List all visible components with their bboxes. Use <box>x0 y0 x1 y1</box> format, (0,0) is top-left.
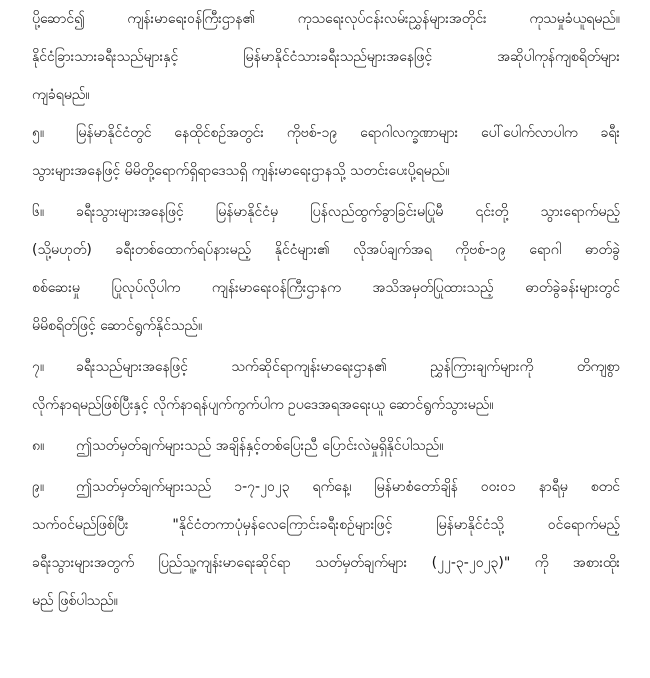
item-text: ဤသတ်မှတ်ချက်များသည် ၁-၇-၂၀၂၃ ရက်နေ့၊ မြန်မာစံတော်ချိန် ၀၀း၀၁ နာရီမှ စတင် <box>76 479 620 495</box>
item-text: ခရီးသွားများအနေဖြင့် မြန်မာနိုင်ငံမှ ပြန်လည်ထွက်ခွာခြင်းမပြုမီ ၎င်းတို့ သွားရောက်မည့် <box>76 204 620 220</box>
paragraph-line: မည် ဖြစ်ပါသည်။ <box>32 593 118 609</box>
item-text: ခရီးသည်များအနေဖြင့် သက်ဆိုင်ရာကျန်းမာရေးဌာန၏ ညွှန်ကြားချက်များကို တိကျစွာ <box>76 359 620 375</box>
paragraph-line: ခရီးသွားများအတွက် ပြည်သူ့ကျန်းမာရေးဆိုင်ရာ သတ်မှတ်ချက်များ (၂၂-၃-၂၀၂၃)" ကို အစားထိုး <box>32 555 620 571</box>
paragraph-line: ကျခံရမည်။ <box>32 87 90 103</box>
paragraph-line: နိုင်ငံခြားသားခရီးသည်များနှင့် မြန်မာနိုင်ငံသားခရီးသည်များအနေဖြင့် အဆိုပါကုန်ကျစရိတ်များ <box>32 49 620 65</box>
item-number: ၈။ <box>32 438 45 454</box>
paragraph-line: လိုက်နာရမည်ဖြစ်ပြီးနှင့် လိုက်နာရန်ပျက်ကွက်ပါက ဥပဒေအရအရေးယူ ဆောင်ရွက်သွားမည်။ <box>32 397 494 413</box>
item-text: မြန်မာနိုင်ငံတွင် နေထိုင်စဉ်အတွင်း ကိုဗစ်-၁၉ ရောဂါလက္ခဏာများ ပေါ်ပေါက်လာပါက ခရီး <box>76 125 620 141</box>
numbered-item-line <box>32 202 620 222</box>
item-number: ၅။ <box>32 125 45 141</box>
paragraph-line: မိမိစရိတ်ဖြင့် ဆောင်ရွက်နိုင်သည်။ <box>32 318 203 334</box>
numbered-item-line <box>32 477 620 497</box>
numbered-item-line <box>32 436 443 456</box>
paragraph-line: (သို့မဟုတ်) ခရီးတစ်ထောက်ရပ်နားမည့် နိုင်ငံများ၏ လိုအပ်ချက်အရ ကိုဗစ်-၁၉ ရောဂါ ဓာတ်ခွဲ <box>32 242 620 258</box>
paragraph-line: စစ်ဆေးမှု ပြုလုပ်လိုပါက ကျန်းမာရေးဝန်ကြီးဌာနက အသိအမှတ်ပြုထားသည့် ဓာတ်ခွဲခန်းများတွင် <box>32 280 620 296</box>
item-text: ဤသတ်မှတ်ချက်များသည် အချိန်နှင့်တစ်ပြေးညီ ပြောင်းလဲမှုရှိနိုင်ပါသည်။ <box>76 438 444 454</box>
paragraph-line: ပို့ဆောင်၍ ကျန်းမာရေးဝန်ကြီးဌာန၏ ကုသရေးလုပ်ငန်းလမ်းညွှန်များအတိုင်း ကုသမှုခံယူရမည်။ <box>32 11 620 27</box>
paragraph-line: သက်ဝင်မည်ဖြစ်ပြီး "နိုင်ငံတကာပုံမှန်လေကြောင်းခရီးစဉ်များဖြင့် မြန်မာနိုင်ငံသို့ ဝင်ရောက်မည့် <box>32 517 620 533</box>
paragraph-line: သွားများအနေဖြင့် မိမိတို့ရောက်ရှိရာဒေသရှိ ကျန်းမာရေးဌာနသို့ သတင်းပေးပို့ရမည်။ <box>32 163 450 179</box>
numbered-item-line <box>32 357 620 377</box>
numbered-item-line <box>32 123 620 143</box>
item-number: ၉။ <box>32 479 45 495</box>
item-number: ၇။ <box>32 359 45 375</box>
item-number: ၆။ <box>32 204 45 220</box>
